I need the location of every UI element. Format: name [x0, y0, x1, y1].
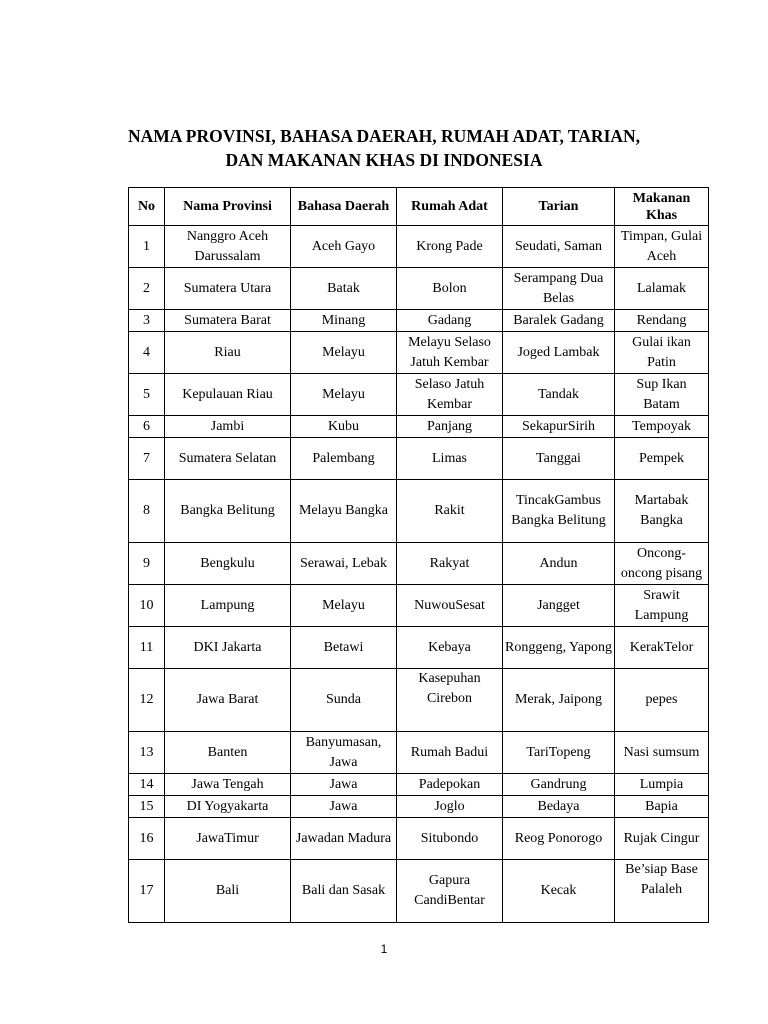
cell-rumah-adat: Bolon [397, 268, 503, 310]
header-makanan-khas: Makanan Khas [615, 188, 709, 226]
table-row [129, 226, 709, 268]
table-row [129, 268, 709, 310]
cell-no: 11 [129, 627, 165, 669]
cell-tarian: Ronggeng, Yapong [503, 627, 615, 669]
cell-bahasa: Bali dan Sasak [291, 860, 397, 923]
cell-makanan: Tempoyak [615, 416, 709, 438]
cell-bahasa: Aceh Gayo [291, 226, 397, 268]
table-row [129, 543, 709, 585]
cell-provinsi: Jambi [165, 416, 291, 438]
cell-no: 9 [129, 543, 165, 585]
cell-rumah-adat: Joglo [397, 796, 503, 818]
cell-rumah-adat: Situbondo [397, 818, 503, 860]
cell-bahasa: Banyumasan, Jawa [291, 732, 397, 774]
table-row [129, 438, 709, 480]
cell-rumah-adat: Rakyat [397, 543, 503, 585]
cell-rumah-adat: Panjang [397, 416, 503, 438]
cell-rumah-adat: Rakit [397, 480, 503, 543]
cell-makanan: Rendang [615, 310, 709, 332]
cell-bahasa: Sunda [291, 669, 397, 732]
cell-no: 1 [129, 226, 165, 268]
cell-no: 4 [129, 332, 165, 374]
cell-bahasa: Melayu [291, 585, 397, 627]
cell-no: 5 [129, 374, 165, 416]
cell-tarian: TariTopeng [503, 732, 615, 774]
cell-makanan: Sup Ikan Batam [615, 374, 709, 416]
cell-provinsi: Sumatera Selatan [165, 438, 291, 480]
cell-bahasa: Jawa [291, 774, 397, 796]
cell-bahasa: Melayu [291, 332, 397, 374]
table-row [129, 818, 709, 860]
cell-no: 15 [129, 796, 165, 818]
table-row [129, 310, 709, 332]
cell-bahasa: Jawa [291, 796, 397, 818]
header-rumah-adat: Rumah Adat [397, 188, 503, 226]
title-line-1: NAMA PROVINSI, BAHASA DAERAH, RUMAH ADAT, TARIAN, [127, 126, 641, 146]
cell-no: 10 [129, 585, 165, 627]
cell-provinsi: Kepulauan Riau [165, 374, 291, 416]
cell-tarian: Seudati, Saman [503, 226, 615, 268]
cell-bahasa: Betawi [291, 627, 397, 669]
cell-bahasa: Melayu [291, 374, 397, 416]
table-row [129, 332, 709, 374]
cell-provinsi: Jawa Barat [165, 669, 291, 732]
header-bahasa-daerah: Bahasa Daerah [291, 188, 397, 226]
cell-no: 2 [129, 268, 165, 310]
cell-provinsi: Bangka Belitung [165, 480, 291, 543]
cell-provinsi: JawaTimur [165, 818, 291, 860]
cell-provinsi: Banten [165, 732, 291, 774]
cell-makanan: Bapia [615, 796, 709, 818]
cell-provinsi: Sumatera Barat [165, 310, 291, 332]
cell-rumah-adat: Melayu Selaso Jatuh Kembar [397, 332, 503, 374]
cell-rumah-adat: Rumah Badui [397, 732, 503, 774]
cell-tarian: Merak, Jaipong [503, 669, 615, 732]
cell-makanan: Pempek [615, 438, 709, 480]
cell-tarian: Joged Lambak [503, 332, 615, 374]
cell-rumah-adat: NuwouSesat [397, 585, 503, 627]
cell-tarian: TincakGambus Bangka Belitung [503, 480, 615, 543]
cell-tarian: Kecak [503, 860, 615, 923]
cell-makanan: Nasi sumsum [615, 732, 709, 774]
cell-no: 14 [129, 774, 165, 796]
cell-provinsi: DKI Jakarta [165, 627, 291, 669]
cell-no: 17 [129, 860, 165, 923]
cell-tarian: Andun [503, 543, 615, 585]
cell-bahasa: Kubu [291, 416, 397, 438]
cell-makanan: Rujak Cingur [615, 818, 709, 860]
table-row [129, 374, 709, 416]
cell-rumah-adat: Gapura CandiBentar [397, 860, 503, 923]
cell-rumah-adat: Padepokan [397, 774, 503, 796]
cell-no: 8 [129, 480, 165, 543]
cell-tarian: Bedaya [503, 796, 615, 818]
header-tarian: Tarian [503, 188, 615, 226]
table-row [129, 860, 709, 923]
document-title [0, 124, 768, 172]
table-row [129, 585, 709, 627]
table-row [129, 480, 709, 543]
header-no: No [129, 188, 165, 226]
cell-rumah-adat: Krong Pade [397, 226, 503, 268]
cell-no: 3 [129, 310, 165, 332]
cell-makanan: Lalamak [615, 268, 709, 310]
cell-bahasa: Jawadan Madura [291, 818, 397, 860]
cell-provinsi: DI Yogyakarta [165, 796, 291, 818]
header-row [129, 188, 709, 226]
cell-makanan: pepes [615, 669, 709, 732]
cell-provinsi: Nanggro Aceh Darussalam [165, 226, 291, 268]
cell-no: 12 [129, 669, 165, 732]
table-row [129, 416, 709, 438]
cell-provinsi: Sumatera Utara [165, 268, 291, 310]
province-table [128, 187, 709, 923]
header-nama-provinsi: Nama Provinsi [165, 188, 291, 226]
cell-tarian: Baralek Gadang [503, 310, 615, 332]
cell-tarian: Jangget [503, 585, 615, 627]
cell-bahasa: Melayu Bangka [291, 480, 397, 543]
cell-tarian: SekapurSirih [503, 416, 615, 438]
cell-makanan: KerakTelor [615, 627, 709, 669]
table-row [129, 732, 709, 774]
cell-tarian: Tandak [503, 374, 615, 416]
cell-bahasa: Palembang [291, 438, 397, 480]
cell-provinsi: Lampung [165, 585, 291, 627]
cell-tarian: Gandrung [503, 774, 615, 796]
table-body [129, 226, 709, 923]
cell-rumah-adat: Kebaya [397, 627, 503, 669]
cell-rumah-adat: Limas [397, 438, 503, 480]
cell-provinsi: Bali [165, 860, 291, 923]
cell-makanan: Lumpia [615, 774, 709, 796]
cell-no: 6 [129, 416, 165, 438]
cell-tarian: Reog Ponorogo [503, 818, 615, 860]
cell-provinsi: Jawa Tengah [165, 774, 291, 796]
cell-no: 13 [129, 732, 165, 774]
cell-provinsi: Riau [165, 332, 291, 374]
cell-tarian: Serampang Dua Belas [503, 268, 615, 310]
cell-no: 16 [129, 818, 165, 860]
cell-bahasa: Batak [291, 268, 397, 310]
table-row [129, 669, 709, 732]
cell-makanan: Be’siap Base Palaleh [615, 860, 709, 923]
cell-no: 7 [129, 438, 165, 480]
cell-provinsi: Bengkulu [165, 543, 291, 585]
cell-makanan: Srawit Lampung [615, 585, 709, 627]
table-row [129, 796, 709, 818]
cell-bahasa: Serawai, Lebak [291, 543, 397, 585]
table-row [129, 627, 709, 669]
cell-makanan: Timpan, Gulai Aceh [615, 226, 709, 268]
cell-rumah-adat: Kasepuhan Cirebon [397, 669, 503, 732]
cell-bahasa: Minang [291, 310, 397, 332]
title-line-2: DAN MAKANAN KHAS DI INDONESIA [225, 150, 543, 170]
cell-makanan: Martabak Bangka [615, 480, 709, 543]
cell-rumah-adat: Gadang [397, 310, 503, 332]
cell-rumah-adat: Selaso Jatuh Kembar [397, 374, 503, 416]
table-row [129, 774, 709, 796]
cell-tarian: Tanggai [503, 438, 615, 480]
page-number: 1 [380, 942, 388, 956]
cell-makanan: Oncong-oncong pisang [615, 543, 709, 585]
cell-makanan: Gulai ikan Patin [615, 332, 709, 374]
